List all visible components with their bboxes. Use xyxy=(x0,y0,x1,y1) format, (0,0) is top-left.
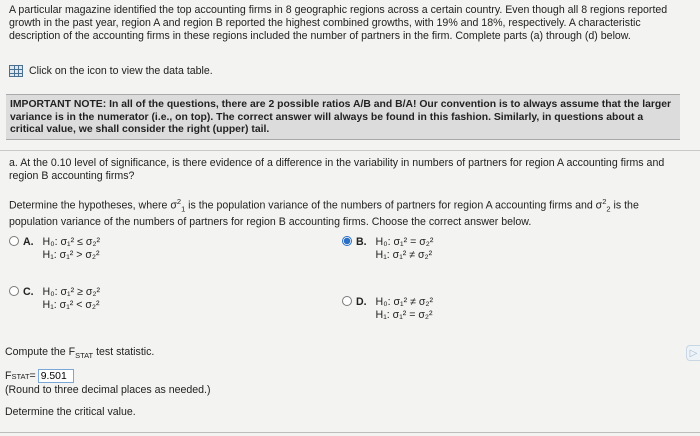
hyp-text-2: is the population variance of the numbers of partners for region A accounting firms and σ xyxy=(185,199,603,212)
option-c-h1: H₁: σ₁² < σ₂² xyxy=(42,299,100,311)
important-note xyxy=(6,94,680,140)
option-a-radio[interactable] xyxy=(9,236,19,246)
expand-side-icon[interactable]: ▷ xyxy=(686,345,700,361)
option-d-letter: D. xyxy=(356,296,367,308)
compute-prompt: Compute the $F_{STAT}$ test statistic. xyxy=(5,346,155,361)
option-b-radio-selected[interactable] xyxy=(342,236,352,246)
divider xyxy=(0,150,700,151)
option-c-radio[interactable] xyxy=(9,286,19,296)
option-d-radio[interactable] xyxy=(342,296,352,306)
hyp-text-3: is the population variance of the numbers of partners for region B accounting firms. Choose the correct answer below. xyxy=(9,199,639,228)
option-d-h0: H₀: σ₁² ≠ σ₂² xyxy=(375,296,434,308)
data-table-link[interactable] xyxy=(9,65,213,77)
option-b-letter: B. xyxy=(356,236,367,248)
option-a-h1: H₁: σ₁² > σ₂² xyxy=(42,249,100,261)
option-b-h0: H₀: σ₁² = σ₂² xyxy=(375,236,434,248)
data-table-icon[interactable] xyxy=(9,65,23,77)
option-b[interactable] xyxy=(342,236,433,262)
option-d[interactable] xyxy=(342,296,433,322)
fstat-answer: F STAT = 9.501 xyxy=(5,369,74,383)
option-c[interactable] xyxy=(9,286,100,312)
option-d-h1: H₁: σ₁² = σ₂² xyxy=(375,309,433,321)
problem-intro: A particular magazine identified the top accounting firms in 8 geographic regions across a certain country. Even though all 8 regions reported growth in the past year, region A and region B reported the highest combined growths, with 19% and 18%, respectively. A characteristic description of the accounting firms in these regions included the number of partners in the firm. Complete parts (a) through (d) below. xyxy=(9,4,668,42)
fstat-input[interactable] xyxy=(38,369,74,383)
note-text-part1: IMPORTANT NOTE: In all of th xyxy=(10,99,159,110)
fstat-label: F xyxy=(5,370,12,382)
rounding-note: (Round to three decimal places as needed.) xyxy=(5,384,211,396)
option-a[interactable] xyxy=(9,236,100,262)
data-table-link-text[interactable]: Click on the icon to view the data table. xyxy=(29,65,213,77)
hypotheses-prompt: Determine the hypotheses, where $\sigma^2_1$ is the population variance of the numbers of partners for region A accounting firms and $\sigma^2_2$ is the population variance of the numbers of partners for region B accounting firms. Choose the correct answer below. xyxy=(9,197,639,228)
critical-value-prompt: Determine the critical value. xyxy=(5,406,136,418)
option-c-letter: C. xyxy=(23,286,34,298)
option-a-letter: A. xyxy=(23,236,34,248)
part-a-question: a. At the 0.10 level of significance, is there evidence of a difference in the variability in numbers of partners for region A accounting firms and region B accounting firms? xyxy=(9,157,665,182)
bottom-divider xyxy=(0,432,700,433)
option-a-h0: H₀: σ₁² ≤ σ₂² xyxy=(42,236,101,248)
hyp-text-1: Determine the hypotheses, where σ xyxy=(9,199,177,212)
option-c-h0: H₀: σ₁² ≥ σ₂² xyxy=(42,286,101,298)
note-text-part2: e questions, there are 2 possible ratios A/B and B/A! Our convention is to always assume that the larger variance is in the numerator (i.e., on top). The correct answer will always be found in this fashion. Similarly, in questions about a critical value, we shall consider the right (upper) tail. xyxy=(10,99,672,135)
option-b-h1: H₁: σ₁² ≠ σ₂² xyxy=(375,249,433,261)
